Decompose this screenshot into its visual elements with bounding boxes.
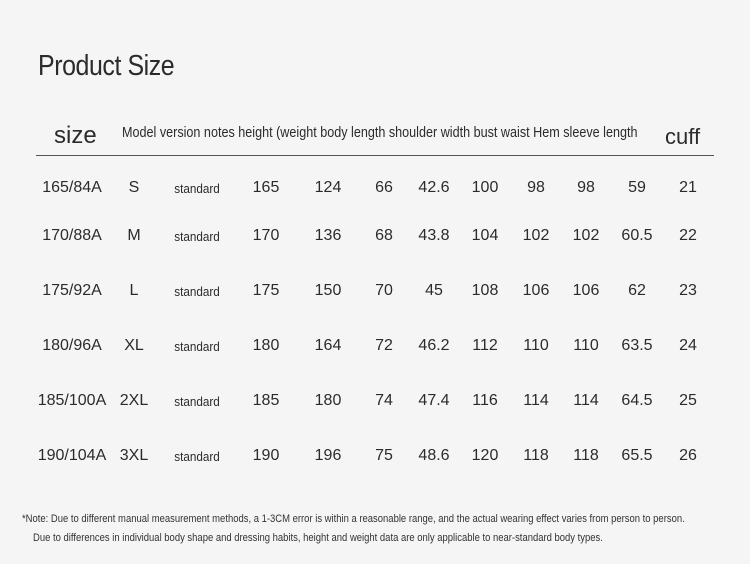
cell-height: 175 bbox=[252, 282, 280, 299]
cell-cuff: 22 bbox=[679, 227, 697, 244]
cell-body-length: 72 bbox=[375, 337, 393, 354]
cell-size: 185/100A bbox=[37, 392, 107, 409]
cell-sleeve: 63.5 bbox=[621, 337, 653, 354]
cell-shoulder: 42.6 bbox=[418, 179, 450, 196]
cell-bust: 100 bbox=[471, 179, 499, 196]
cell-version: standard bbox=[174, 449, 220, 464]
cell-body-length: 75 bbox=[375, 447, 393, 464]
cell-weight: 124 bbox=[314, 179, 342, 196]
cell-cuff: 25 bbox=[679, 392, 697, 409]
header-cuff: cuff bbox=[665, 124, 701, 149]
cell-version: standard bbox=[174, 394, 220, 409]
cell-hem: 118 bbox=[573, 447, 599, 464]
cell-shoulder: 45 bbox=[425, 282, 443, 299]
page-title: Product Size bbox=[38, 50, 175, 82]
cell-bust: 116 bbox=[472, 392, 498, 409]
cell-height: 180 bbox=[252, 337, 280, 354]
cell-sleeve: 62 bbox=[628, 282, 646, 299]
table-row bbox=[0, 447, 750, 477]
cell-size: 190/104A bbox=[37, 447, 107, 464]
cell-bust: 120 bbox=[471, 447, 499, 464]
note-line-2: Due to differences in individual body shape and dressing habits, height and weight data are only applicable to near-standard body types. bbox=[33, 532, 603, 544]
cell-model: XL bbox=[124, 337, 144, 354]
cell-shoulder: 46.2 bbox=[418, 337, 450, 354]
cell-bust: 112 bbox=[472, 337, 498, 354]
cell-version: standard bbox=[174, 181, 220, 196]
cell-bust: 108 bbox=[471, 282, 499, 299]
cell-waist: 114 bbox=[523, 392, 549, 409]
header-notes: Model version notes height (weight body length shoulder width bust waist Hem sleeve length bbox=[122, 124, 638, 141]
header-size: size bbox=[54, 122, 97, 149]
cell-model: M bbox=[127, 227, 141, 244]
cell-waist: 102 bbox=[522, 227, 550, 244]
cell-sleeve: 59 bbox=[628, 179, 646, 196]
cell-shoulder: 47.4 bbox=[418, 392, 450, 409]
cell-sleeve: 60.5 bbox=[621, 227, 653, 244]
cell-model: L bbox=[129, 282, 139, 299]
cell-weight: 150 bbox=[314, 282, 342, 299]
cell-version: standard bbox=[174, 229, 220, 244]
cell-hem: 102 bbox=[572, 227, 600, 244]
table-row bbox=[0, 179, 750, 209]
cell-shoulder: 43.8 bbox=[418, 227, 450, 244]
cell-hem: 110 bbox=[573, 337, 599, 354]
cell-body-length: 74 bbox=[375, 392, 393, 409]
table-row bbox=[0, 337, 750, 367]
cell-weight: 136 bbox=[314, 227, 342, 244]
cell-cuff: 26 bbox=[679, 447, 697, 464]
note-line-1: *Note: Due to different manual measurement methods, a 1-3CM error is within a reasonable range, and the actual wearing effect varies from person to person. bbox=[22, 513, 685, 525]
cell-cuff: 24 bbox=[679, 337, 697, 354]
cell-waist: 98 bbox=[527, 179, 545, 196]
cell-hem: 106 bbox=[572, 282, 600, 299]
cell-body-length: 66 bbox=[375, 179, 393, 196]
cell-weight: 196 bbox=[314, 447, 342, 464]
header-divider bbox=[36, 155, 714, 156]
cell-height: 190 bbox=[252, 447, 280, 464]
cell-waist: 106 bbox=[522, 282, 550, 299]
cell-weight: 180 bbox=[314, 392, 342, 409]
table-row bbox=[0, 227, 750, 257]
cell-height: 185 bbox=[252, 392, 280, 409]
cell-body-length: 70 bbox=[375, 282, 393, 299]
cell-cuff: 23 bbox=[679, 282, 697, 299]
cell-waist: 118 bbox=[523, 447, 549, 464]
cell-height: 170 bbox=[252, 227, 280, 244]
cell-sleeve: 65.5 bbox=[621, 447, 653, 464]
cell-model: 3XL bbox=[119, 447, 149, 464]
cell-version: standard bbox=[174, 284, 220, 299]
cell-sleeve: 64.5 bbox=[621, 392, 653, 409]
cell-hem: 98 bbox=[577, 179, 595, 196]
cell-bust: 104 bbox=[471, 227, 499, 244]
cell-size: 175/92A bbox=[42, 282, 102, 299]
cell-hem: 114 bbox=[573, 392, 599, 409]
table-row bbox=[0, 392, 750, 422]
cell-shoulder: 48.6 bbox=[418, 447, 450, 464]
cell-weight: 164 bbox=[314, 337, 342, 354]
cell-size: 165/84A bbox=[42, 179, 102, 196]
cell-cuff: 21 bbox=[679, 179, 697, 196]
cell-model: S bbox=[128, 179, 140, 196]
cell-height: 165 bbox=[252, 179, 280, 196]
cell-size: 170/88A bbox=[42, 227, 102, 244]
cell-version: standard bbox=[174, 339, 220, 354]
table-row bbox=[0, 282, 750, 312]
cell-waist: 110 bbox=[523, 337, 549, 354]
cell-size: 180/96A bbox=[42, 337, 102, 354]
cell-model: 2XL bbox=[119, 392, 149, 409]
cell-body-length: 68 bbox=[375, 227, 393, 244]
